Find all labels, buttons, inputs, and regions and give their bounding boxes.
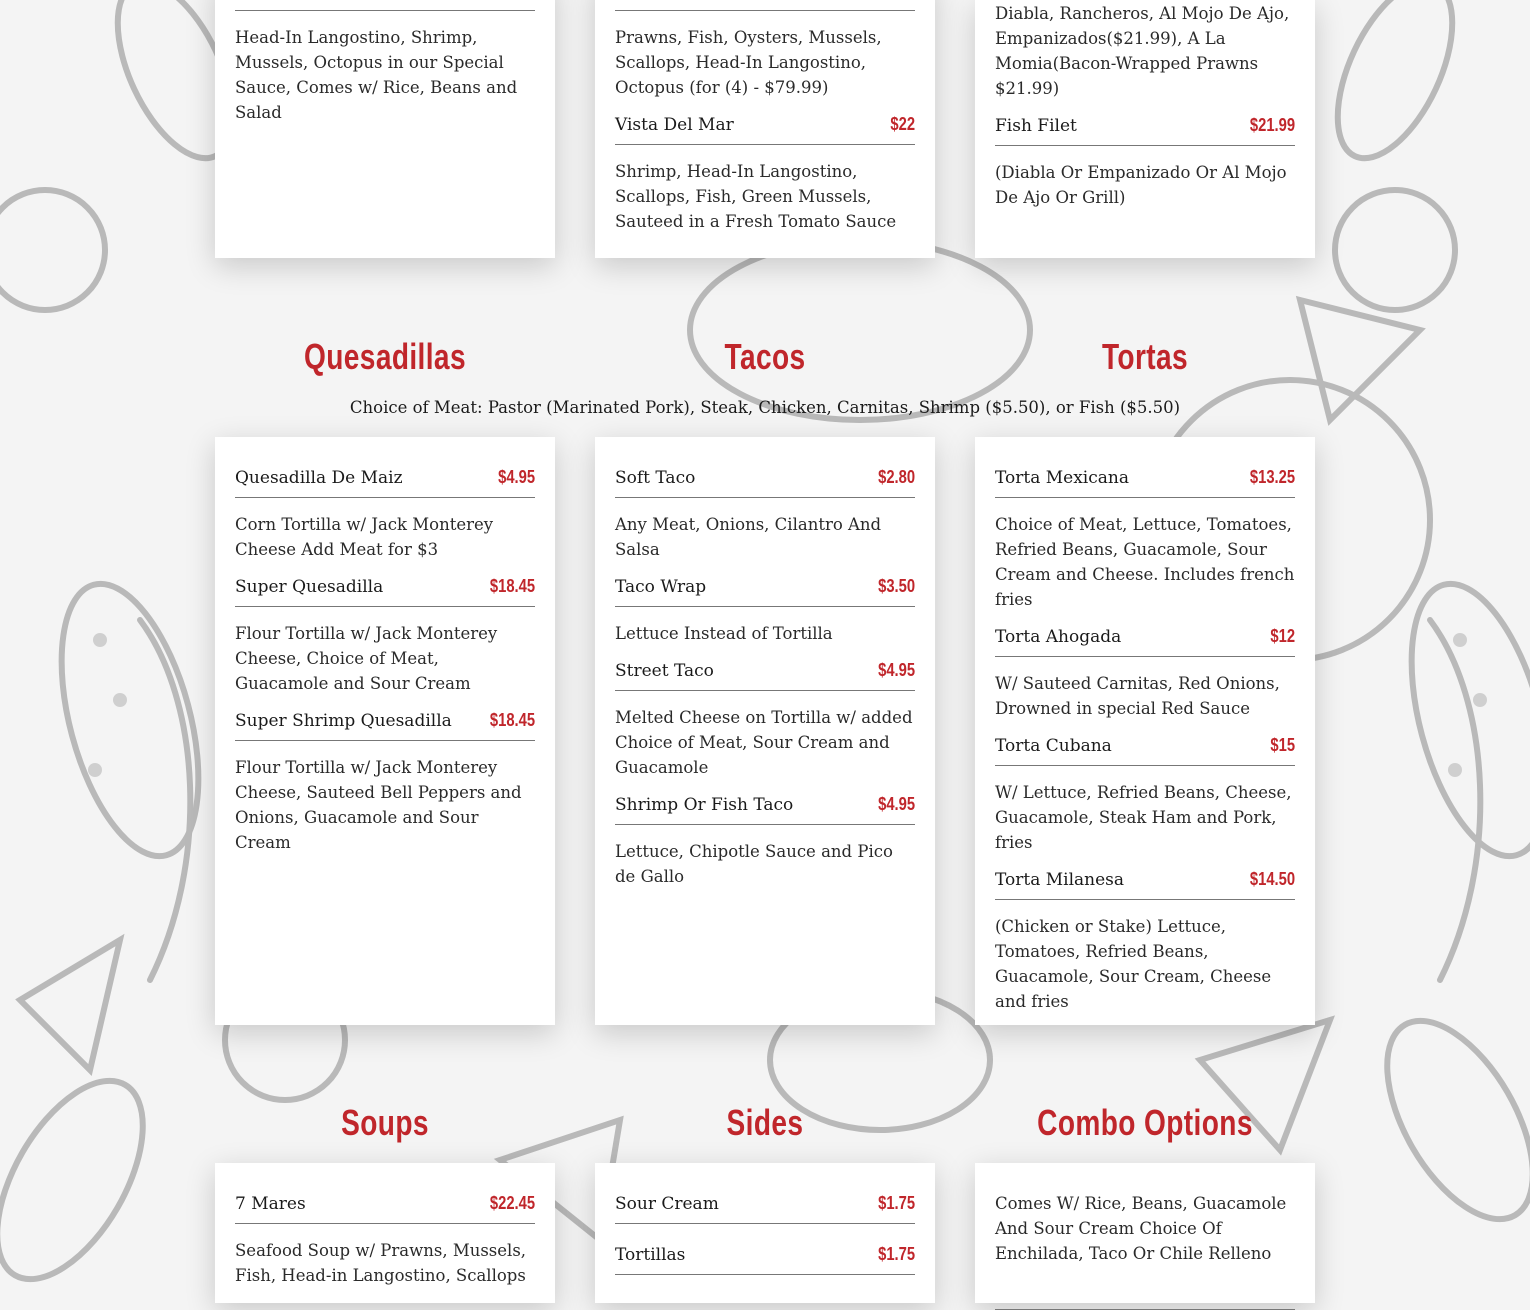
item-description: Prawns, Fish, Oysters, Mussels, Scallops, Head-In Langostino, Octopus (for (4) - $79.99): [615, 28, 882, 97]
item-description: Flour Tortilla w/ Jack Monterey Cheese, Sauteed Bell Peppers and Onions, Guacamole and Sour Cream: [235, 758, 522, 852]
item-description: Corn Tortilla w/ Jack Monterey Cheese Add Meat for $3: [235, 515, 494, 559]
section-title-sides: Sides: [726, 1102, 804, 1143]
item-name: Torta Cubana: [995, 736, 1112, 756]
item-description: Any Meat, Onions, Cilantro And Salsa: [615, 515, 882, 559]
item-price: $18.45: [489, 710, 535, 730]
item-price: $1.75: [878, 1244, 915, 1264]
item-price: $12: [1270, 626, 1295, 646]
combo-card: [975, 1163, 1315, 1303]
item-name: 7 Mares: [235, 1194, 306, 1214]
quesadillas-card: [215, 437, 555, 1025]
tortas-card: [975, 437, 1315, 1025]
item-divider: [615, 0, 915, 11]
item-price: $18.45: [489, 576, 535, 596]
item-name: Vista Del Mar: [615, 115, 734, 135]
item-description: Lettuce Instead of Tortilla: [615, 624, 833, 643]
item-description: (Chicken or Stake) Lettuce, Tomatoes, Refried Beans, Guacamole, Sour Cream, Cheese and fries: [995, 917, 1272, 1011]
menu-item-header: [995, 626, 1295, 657]
item-price: $3.50: [878, 576, 915, 596]
item-name: Sour Cream: [615, 1194, 719, 1214]
item-price: $21.99: [1249, 115, 1295, 135]
item-name: Shrimp Or Fish Taco: [615, 795, 794, 815]
item-name: Torta Milanesa: [995, 870, 1125, 890]
item-name: Super Quesadilla: [235, 577, 384, 597]
menu-item-header: [615, 794, 915, 825]
section-title-tortas: Tortas: [1101, 336, 1189, 377]
menu-item-header: [995, 869, 1295, 900]
menu-item-header: [615, 660, 915, 691]
item-description: Shrimp, Head-In Langostino, Scallops, Fish, Green Mussels, Sauteed in a Fresh Tomato Sauce: [615, 162, 897, 231]
menu-item-header: [235, 1193, 535, 1224]
item-name: Torta Mexicana: [995, 468, 1129, 488]
item-description: Diabla, Rancheros, Al Mojo De Ajo, Empanizados($21.99), A La Momia(Bacon-Wrapped Prawns $21.99): [995, 4, 1290, 98]
item-name: Fish Filet: [995, 116, 1077, 136]
menu-item-header: [615, 467, 915, 498]
item-description: Melted Cheese on Tortilla w/ added Choice of Meat, Sour Cream and Guacamole: [615, 708, 913, 777]
menu-item-header: [615, 1193, 915, 1224]
menu-item-header: [615, 576, 915, 607]
section-title-quesadillas: Quesadillas: [304, 336, 466, 377]
item-description: Head-In Langostino, Shrimp, Mussels, Octopus in our Special Sauce, Comes w/ Rice, Beans and Salad: [235, 28, 518, 122]
section-title-combo-options: Combo Options: [1037, 1102, 1253, 1143]
item-description: Seafood Soup w/ Prawns, Mussels, Fish, Head-in Langostino, Scallops: [235, 1241, 527, 1285]
menu-item-header: [235, 710, 535, 741]
item-price: $14.50: [1249, 869, 1295, 889]
item-price: $13.25: [1249, 467, 1295, 487]
item-description: Flour Tortilla w/ Jack Monterey Cheese, Choice of Meat, Guacamole and Sour Cream: [235, 624, 498, 693]
item-price: $4.95: [878, 660, 915, 680]
item-price: $4.95: [878, 794, 915, 814]
item-price: $22: [890, 114, 915, 134]
item-name: Super Shrimp Quesadilla: [235, 711, 452, 731]
menu-item-header: [615, 114, 915, 145]
item-description: (Diabla Or Empanizado Or Al Mojo De Ajo Or Grill): [995, 163, 1287, 207]
item-price: $15: [1270, 735, 1295, 755]
menu-item-header: [995, 115, 1295, 146]
item-divider: [235, 0, 535, 11]
item-price: $2.80: [878, 467, 915, 487]
menu-item-header: [615, 1244, 915, 1275]
section-title-soups: Soups: [341, 1102, 429, 1143]
soups-card: [215, 1163, 555, 1303]
item-name: Soft Taco: [615, 468, 696, 488]
item-description: Lettuce, Chipotle Sauce and Pico de Gallo: [615, 842, 893, 886]
seafood-card-1: [215, 0, 555, 258]
item-name: Street Taco: [615, 661, 714, 681]
item-price: $4.95: [498, 467, 535, 487]
item-price: $1.75: [878, 1193, 915, 1213]
item-name: Tortillas: [615, 1245, 686, 1265]
item-description: Choice of Meat, Lettuce, Tomatoes, Refried Beans, Guacamole, Sour Cream and Cheese. Includes french fries: [995, 515, 1295, 609]
seafood-card-2: [595, 0, 935, 258]
seafood-card-3: [975, 0, 1315, 258]
item-price: $22.45: [489, 1193, 535, 1213]
sides-card: [595, 1163, 935, 1303]
menu-item-header: [995, 467, 1295, 498]
menu-item-header: [235, 576, 535, 607]
section-title-tacos: Tacos: [724, 336, 806, 377]
item-divider: [995, 1280, 1295, 1310]
menu-item-header: [995, 735, 1295, 766]
item-name: Torta Ahogada: [995, 627, 1122, 647]
tacos-card: [595, 437, 935, 1025]
item-name: Taco Wrap: [615, 577, 707, 597]
menu-item-header: [235, 467, 535, 498]
item-description: W/ Sauteed Carnitas, Red Onions, Drowned in special Red Sauce: [995, 674, 1280, 718]
item-description: W/ Lettuce, Refried Beans, Cheese, Guacamole, Steak Ham and Pork, fries: [995, 783, 1292, 852]
combo-description: Comes W/ Rice, Beans, Guacamole And Sour Cream Choice Of Enchilada, Taco Or Chile Relleno: [995, 1194, 1287, 1263]
item-name: Quesadilla De Maiz: [235, 468, 403, 488]
meat-choice-note: Choice of Meat: Pastor (Marinated Pork), Steak, Chicken, Carnitas, Shrimp ($5.50), or Fish ($5.50): [349, 398, 1181, 417]
